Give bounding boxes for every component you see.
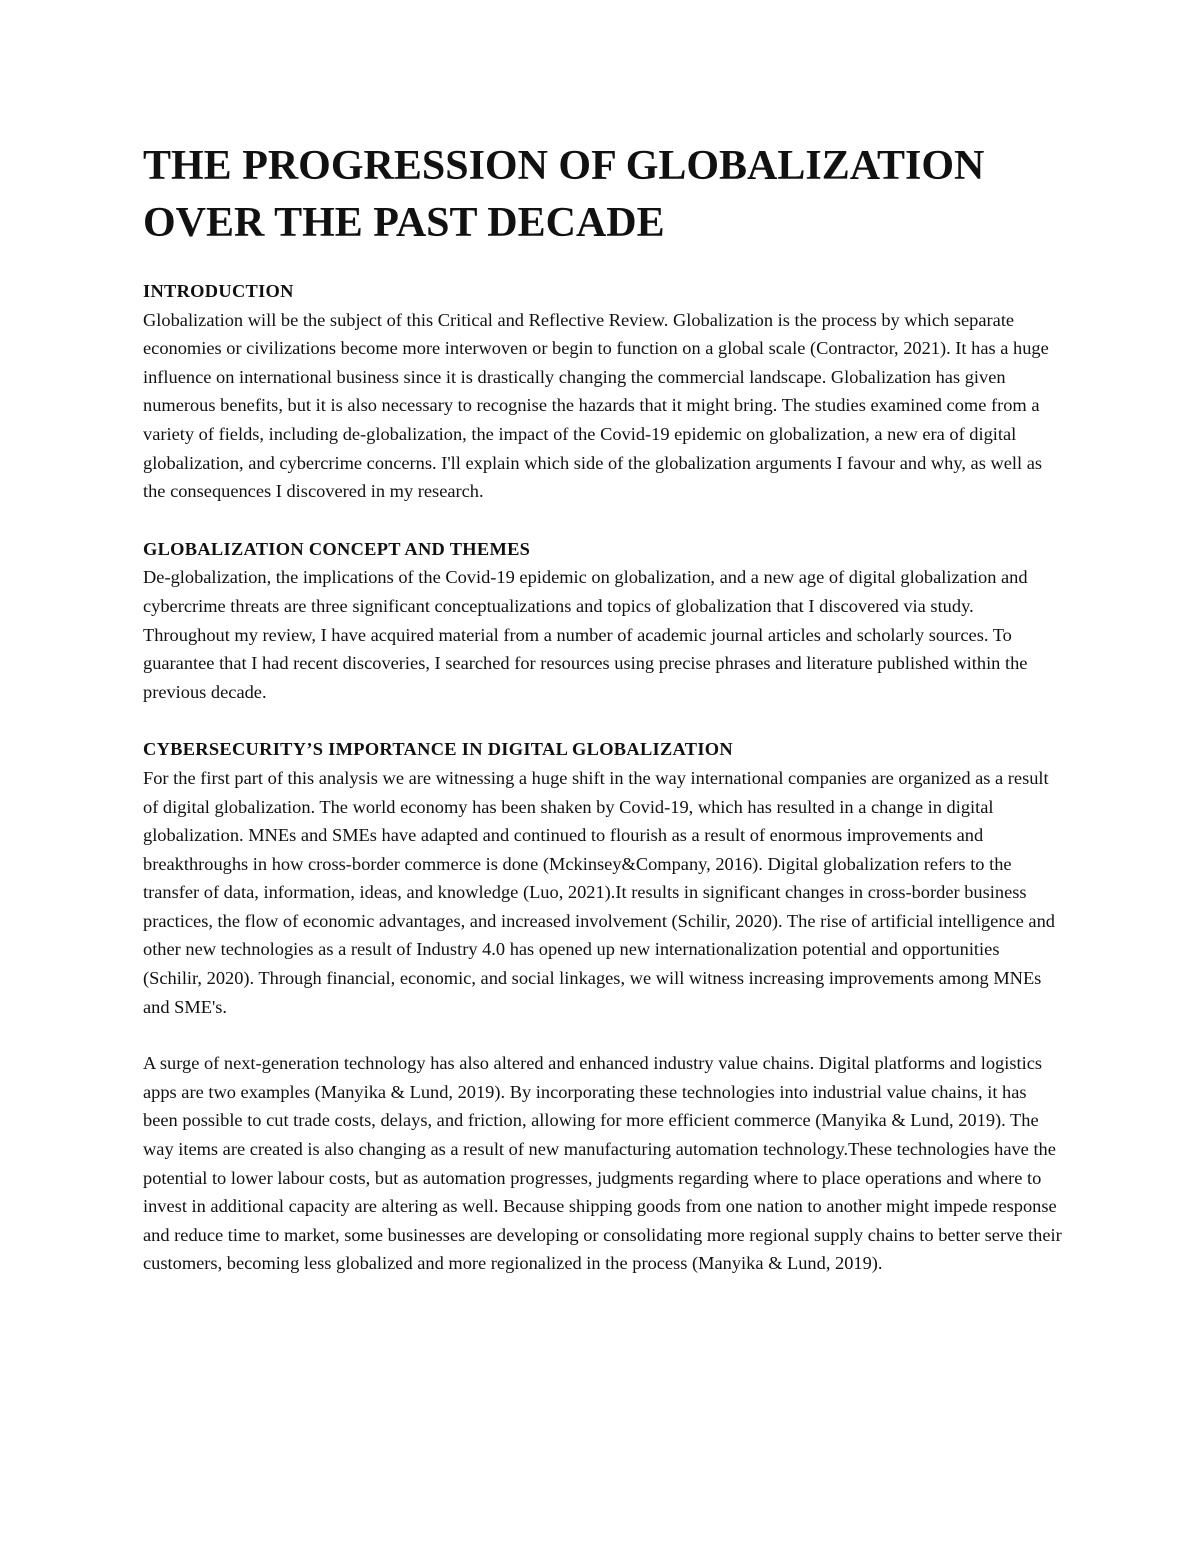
- section-heading-concept-themes: GLOBALIZATION CONCEPT AND THEMES: [143, 538, 531, 559]
- paragraph-concept-themes: De-globalization, the implications of the Covid-19 epidemic on globalization, and a new age of digital globalization and cybercrime threats are three significant conceptualizations and topics of globalization that I discovered via study. Throughout my review, I have acquired material from a number of academic journal articles and scholarly sources. To guarantee that I had recent discoveries, I searched for resources using precise phrases and literature published within the previous decade.: [143, 567, 1028, 702]
- section-concept-themes: [143, 535, 1063, 707]
- paragraph-cybersecurity-1: For the first part of this analysis we are witnessing a huge shift in the way international companies are organized as a result of digital globalization. The world economy has been shaken by Covid-19, which has resulted in a change in digital globalization. MNEs and SMEs have adapted and continued to flourish as a result of enormous improvements and breakthroughs in how cross-border commerce is done (Mckinsey&Company, 2016). Digital globalization refers to the transfer of data, information, ideas, and knowledge (Luo, 2021).It results in significant changes in cross-border business practices, the flow of economic advantages, and increased involvement (Schilir, 2020). The rise of artificial intelligence and other new technologies as a result of Industry 4.0 has opened up new internationalization potential and opportunities (Schilir, 2020). Through financial, economic, and social linkages, we will witness increasing improvements among MNEs and SME's.: [143, 767, 1055, 1017]
- paragraph-cybersecurity-2: A surge of next-generation technology has also altered and enhanced industry value chains. Digital platforms and logistics apps are two examples (Manyika & Lund, 2019). By incorporating these technologies into industrial value chains, it has been possible to cut trade costs, delays, and friction, allowing for more efficient commerce (Manyika & Lund, 2019). The way items are created is also changing as a result of new manufacturing automation technology.These technologies have the potential to lower labour costs, but as automation progresses, judgments regarding where to place operations and where to invest in additional capacity are altering as well. Because shipping goods from one nation to another might impede response and reduce time to market, some businesses are developing or consolidating more regional supply chains to better serve their customers, becoming less globalized and more regionalized in the process (Manyika & Lund, 2019).: [143, 1053, 1062, 1274]
- title-line-1: THE PROGRESSION OF GLOBALIZATION: [143, 143, 985, 189]
- title-line-2: OVER THE PAST DECADE: [143, 200, 665, 246]
- section-heading-cybersecurity: CYBERSECURITY’S IMPORTANCE IN DIGITAL GLOBALIZATION: [143, 739, 733, 760]
- section-introduction: [143, 277, 1063, 506]
- section-heading-introduction: INTRODUCTION: [143, 281, 294, 301]
- document-page: [143, 138, 1063, 1278]
- section-cybersecurity: [143, 735, 1063, 1278]
- document-title: [143, 138, 1063, 252]
- paragraph-introduction: Globalization will be the subject of this Critical and Reflective Review. Globalization is the process by which separate economies or civilizations become more interwoven or begin to function on a global scale (Contractor, 2021). It has a huge influence on international business since it is drastically changing the commercial landscape. Globalization has given numerous benefits, but it is also necessary to recognise the hazards that it might bring. The studies examined come from a variety of fields, including de-globalization, the impact of the Covid-19 epidemic on globalization, a new era of digital globalization, and cybercrime concerns. I'll explain which side of the globalization arguments I favour and why, as well as the consequences I discovered in my research.: [143, 309, 1049, 502]
